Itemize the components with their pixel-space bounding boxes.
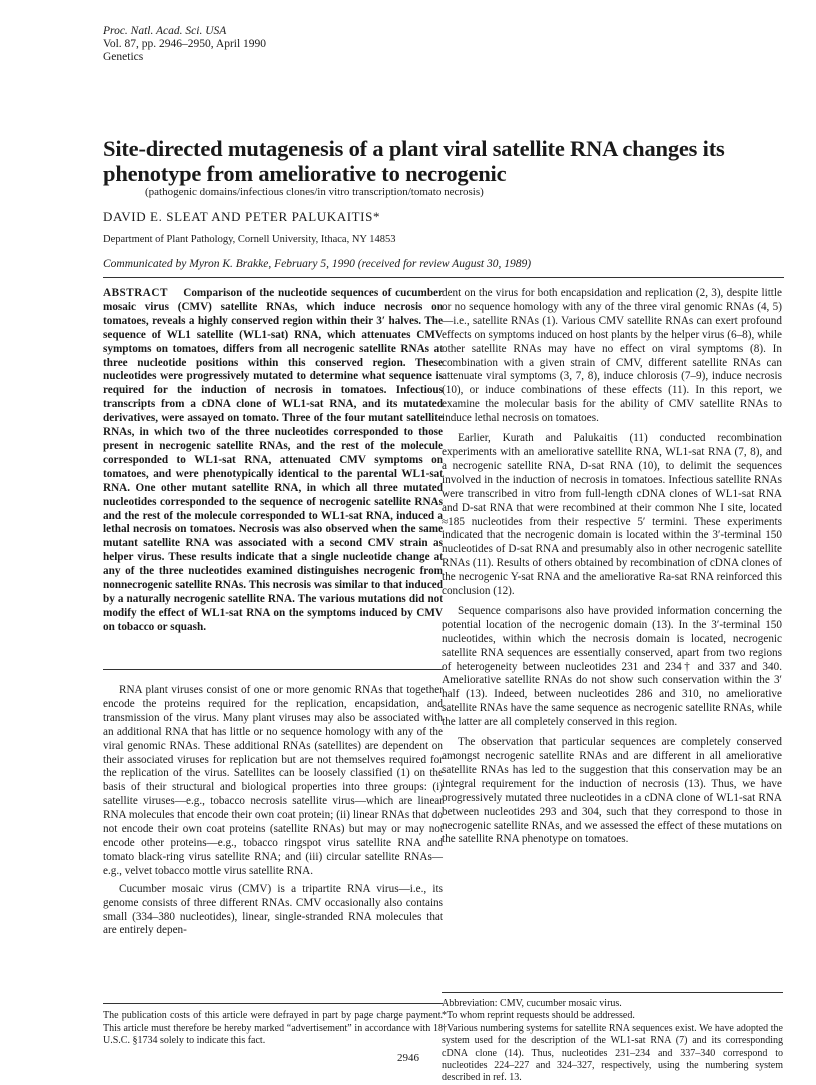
footnote-divider-right <box>442 992 783 993</box>
publication-cost-note: The publication costs of this article were defrayed in part by page charge payment. This article must therefore be hereby marked “advertisement” in accordance with 18 U.S.C. §1734 solely to indicate this fact. <box>103 1010 443 1047</box>
footnote-divider-left <box>103 1003 443 1004</box>
article-title: Site-directed mutagenesis of a plant viral satellite RNA changes its phenotype from ameliorative to necrogenic <box>103 136 725 186</box>
header-divider <box>103 277 784 278</box>
body-paragraph: Sequence comparisons also have provided information concerning the potential location of the necrogenic domain (13). In the 3′-terminal 150 nucleotides, within which the necrosis domain is located, necrogenic satellite RNA sequences are essentially conserved, apart from two regions of heterogeneity between nucleotides 231 and 234† and 337 and 340. Ameliorative satellite RNAs do not show such conservation within the 3′ half (13). Indeed, between nucleotides 286 and 310, no ameliorative satellite RNAs have the same sequence as necrogenic satellite RNAs, while the latter are all completely conserved in this region. <box>442 604 782 729</box>
communicated-by: Communicated by Myron K. Brakke, February 5, 1990 (received for review August 30, 1989) <box>103 258 532 270</box>
body-paragraph: Earlier, Kurath and Palukaitis (11) conducted recombination experiments with an ameliorative satellite RNA, WL1-sat RNA (7, 8), and a necrogenic satellite RNA, D-sat RNA (10), to delimit the sequences involved in the induction of necrosis in tomatoes. Infectious satellite RNAs were transcribed in vitro from full-length cDNA clones of WL1-sat RNA and D-sat RNA that were recombined at their common Nhe I site, located ≈185 nucleotides from their respective 5′ termini. These experiments indicated that the necrogenic domain is located within the 3′-terminal 150 nucleotides of D-sat RNA and presumably also in other necrogenic satellite RNAs (11). Results of others obtained by recombination of cDNA clones of the necrogenic Y-sat RNA and the ameliorative Ra-sat RNA reinforced this conclusion (12). <box>442 432 782 598</box>
body-right-column <box>442 287 782 847</box>
body-paragraph: The observation that particular sequences are completely conserved amongst necrogenic satellite RNAs and are different in all ameliorative satellite RNAs has led to the suggestion that this conservation may be an integral requirement for the induction of necrosis (13). Thus, we have progressively mutated three nucleotides in a cDNA clone of WL1-sat RNA between nucleotides 293 and 304, such that they correspond to those in necrogenic satellite RNAs, and we assessed the effect of these mutations on the satellite RNA phenotype on tomatoes. <box>442 736 782 846</box>
footnote-numbering: †Various numbering systems for satellite RNA sequences exist. We have adopted the system used for the description of the WL1-sat RNA (7) and its corresponding cDNA clone (14). Thus, nucleotides 231–234 and 337–340 correspond to nucleotides 224–227 and 324–327, respectively, using the numbering system described in ref. 13. <box>442 1022 783 1084</box>
journal-section: Genetics <box>103 51 144 63</box>
keywords: (pathogenic domains/infectious clones/in vitro transcription/tomato necrosis) <box>145 186 484 198</box>
journal-volume: Vol. 87, pp. 2946–2950, April 1990 <box>103 38 267 50</box>
journal-header <box>103 25 266 64</box>
footnotes <box>442 998 783 1085</box>
body-paragraph: dent on the virus for both encapsidation and replication (2, 3), despite little or no sequence homology with any of the three viral genomic RNAs (4, 5)—i.e., satellite RNAs (1). Various CMV satellite RNAs can exert profound effects on symptoms induced on host plants by the helper virus (6–8), while other satellite RNAs may have no effect on viral symptoms (8). In combination with a given strain of CMV, different satellite RNAs can attenuate viral symptoms (3, 7, 8), induce chlorosis (7–9), induce necrosis (10), or induce combinations of these effects (11). In this report, we examine the molecular basis for the ability of CMV satellite RNAs to induce lethal necrosis on tomatoes. <box>442 287 782 425</box>
page-number: 2946 <box>397 1052 419 1064</box>
footnote-reprint: *To whom reprint requests should be addressed. <box>442 1010 635 1022</box>
authors: DAVID E. SLEAT AND PETER PALUKAITIS* <box>103 209 381 224</box>
body-paragraph: RNA plant viruses consist of one or more genomic RNAs that together encode the proteins required for the replication, encapsidation, and transmission of the virus. Many plant viruses may also be associated with an additional RNA that has little or no sequence homology with any of the viral genomic RNAs. These additional RNAs (satellites) are dependent on their associated viruses for replication but are not themselves required for the replication of the virus. Satellites can be loosely classified (1) on the basis of their structural and biological properties into three groups: (i) satellite viruses—e.g., tobacco necrosis satellite virus—which are linear RNA molecules that encode their own coat protein; (ii) linear RNAs that do not encode their own coat proteins (satellite RNAs) but may or may not encode other proteins—e.g., tobacco ringspot virus satellite RNA and tomato black-ring virus satellite RNA; and (iii) circular satellite RNAs—e.g., velvet tobacco mottle virus satellite RNA. <box>103 684 443 877</box>
abstract-divider <box>103 669 443 670</box>
footnote-abbreviation: Abbreviation: CMV, cucumber mosaic virus. <box>442 998 622 1009</box>
abstract <box>103 287 443 635</box>
body-paragraph: Cucumber mosaic virus (CMV) is a tripartite RNA virus—i.e., its genome consists of three different RNAs. CMV occasionally also contains small (334–380 nucleotides), linear, single-stranded RNA molecules that are entirely depen- <box>103 882 443 937</box>
affiliation: Department of Plant Pathology, Cornell University, Ithaca, NY 14853 <box>103 234 396 245</box>
body-left-column <box>103 684 443 938</box>
abstract-heading: ABSTRACT <box>103 287 168 299</box>
journal-name: Proc. Natl. Acad. Sci. USA <box>103 25 227 37</box>
abstract-text: Comparison of the nucleotide sequences of cucumber mosaic virus (CMV) satellite RNAs, which induce necrosis on tomatoes, reveals a highly conserved region within their 3′ halves. The sequence of WL1 satellite (WL1-sat) RNA, which attenuates CMV symptoms on tomatoes, differs from all necrogenic satellite RNAs at three nucleotide positions within this conserved region. These nucleotides were progressively mutated to determine what sequence is required for the induction of necrosis in tomatoes. Infectious transcripts from a cDNA clone of WL1-sat RNA, and its mutated derivatives, were assayed on tomato. Three of the four mutant satellite RNAs, in which two of the three nucleotides corresponded to those present in necrogenic satellite RNAs, and the rest of the molecule corresponded to WL1-sat RNA, attenuated CMV symptoms on tomatoes, and were phenotypically identical to the parental WL1-sat RNA. One other mutant satellite RNA, in which all three mutated nucleotides corresponded to the sequence of necrogenic satellite RNAs and the rest of the molecule corresponded to WL1-sat RNA, induced a lethal necrosis on tomatoes. Necrosis was also observed when the same mutant satellite RNA was associated with a second CMV strain as helper virus. These results indicate that a single nucleotide change at any of the three nucleotides examined distinguishes necrogenic from nonnecrogenic satellite RNAs. This necrosis was similar to that induced by a naturally necrogenic satellite RNA. The various mutations did not modify the effect of WL1-sat RNA on the symptoms induced by CMV on tobacco or squash. <box>103 287 443 633</box>
